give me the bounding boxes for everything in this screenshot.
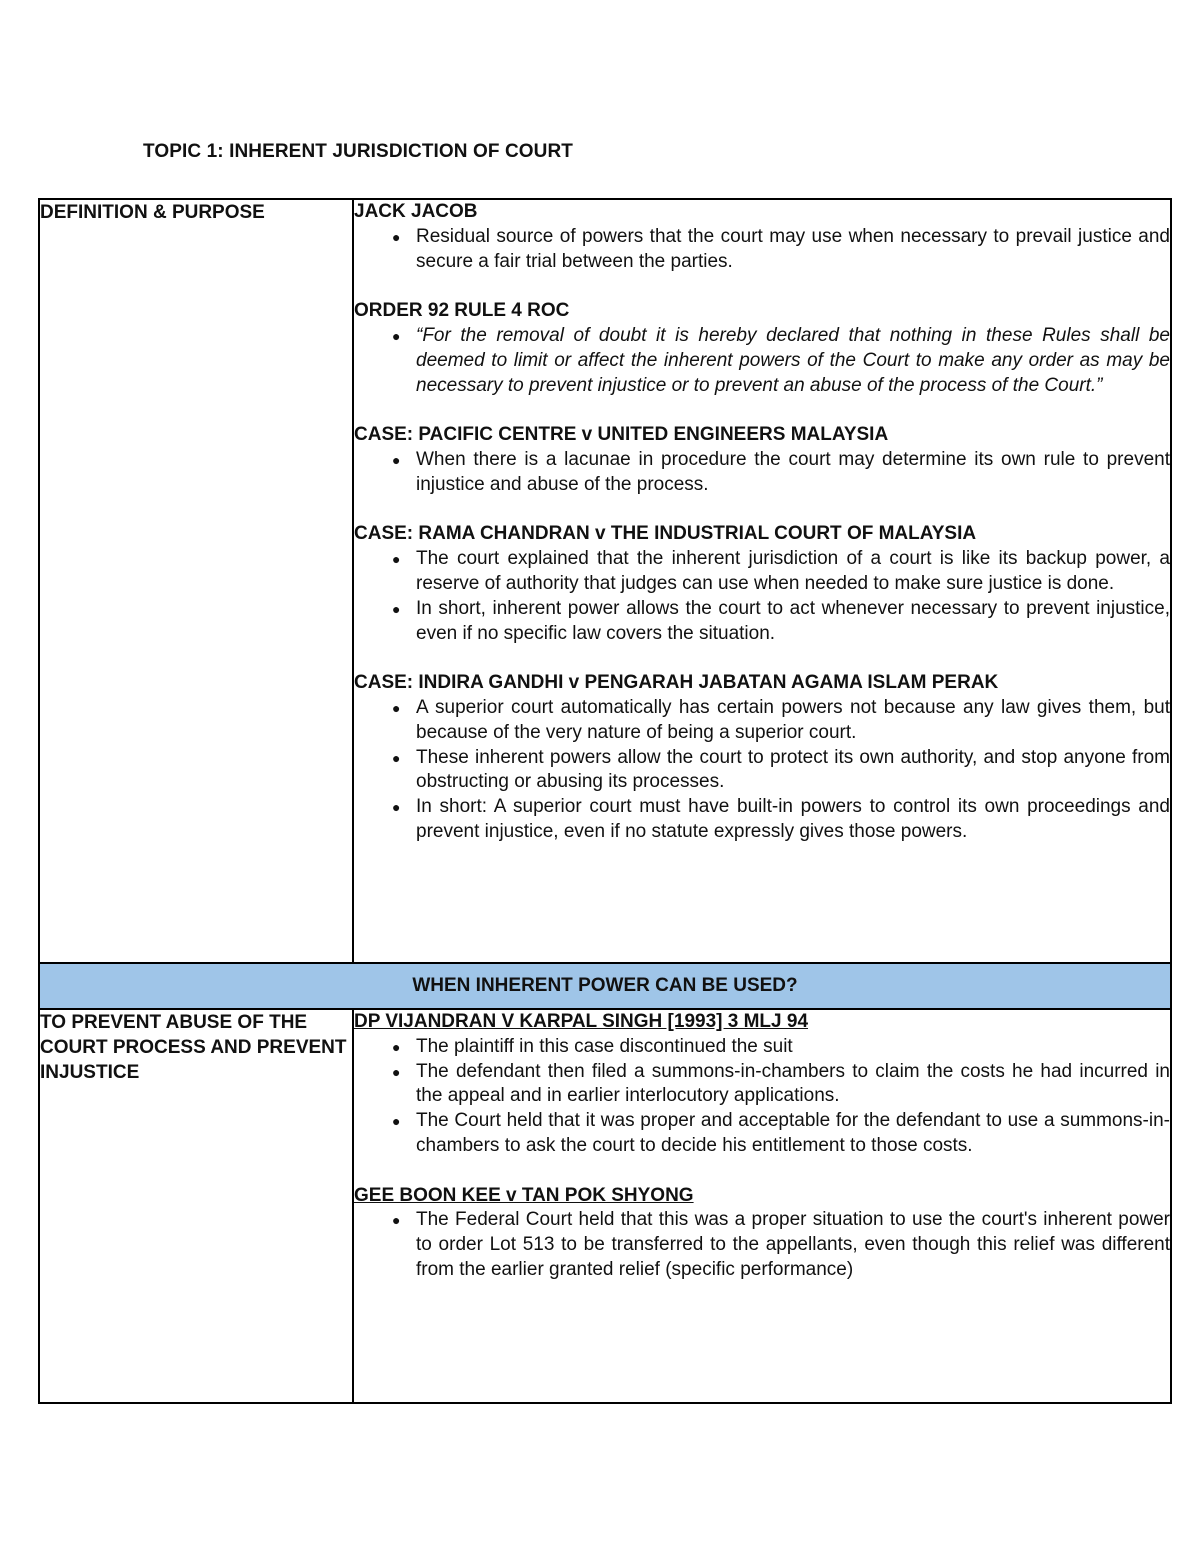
section-pacific-centre: [354, 423, 1170, 497]
list-item: [354, 696, 1170, 746]
usage-label: TO PREVENT ABUSE OF THE COURT PROCESS AND PREVENT INJUSTICE: [39, 1009, 353, 1403]
list-item-text: The plaintiff in this case discontinued the suit: [416, 1035, 793, 1057]
list-item-text: In short: A superior court must have built-in powers to control its own proceedings and prevent injustice, even if no statute expressly gives those powers.: [416, 796, 1170, 842]
list-item-text: A superior court automatically has certain powers not because any law gives them, but because of the very nature of being a superior court.: [416, 696, 1170, 743]
bullet-icon: ●: [392, 799, 401, 816]
section-heading: CASE: PACIFIC CENTRE v UNITED ENGINEERS MALAYSIA: [354, 424, 889, 446]
page-title: TOPIC 1: INHERENT JURISDICTION OF COURT: [143, 141, 574, 162]
section-rama-chandran: [354, 522, 1170, 646]
bullet-icon: ●: [392, 1212, 401, 1229]
list-item-text: The defendant then filed a summons-in-chambers to claim the costs he had incurred in the appeal and in earlier interlocutory applications.: [416, 1060, 1170, 1107]
bullet-icon: ●: [392, 327, 401, 344]
section-gee-boon-kee: [354, 1184, 1170, 1283]
list-item: [354, 597, 1170, 647]
section-dp-vijandran: [354, 1010, 1170, 1159]
list-item-text: Residual source of powers that the court may use when necessary to prevail justice and secure a fair trial between the parties.: [416, 225, 1170, 272]
definition-row: [39, 199, 1171, 963]
section-heading: ORDER 92 RULE 4 ROC: [354, 300, 570, 322]
bullet-icon: ●: [392, 1063, 401, 1080]
bullet-icon: ●: [392, 1113, 401, 1130]
bullet-icon: ●: [392, 551, 401, 568]
list-item-text: The Court held that it was proper and acceptable for the defendant to use a summons-in-chambers to ask the court to decide his entitlement to those costs.: [416, 1110, 1170, 1156]
section-heading: CASE: RAMA CHANDRAN v THE INDUSTRIAL COURT OF MALAYSIA: [354, 523, 977, 545]
list-item: [354, 225, 1170, 275]
list-item-text: When there is a lacunae in procedure the court may determine its own rule to prevent injustice and abuse of the process.: [416, 448, 1170, 495]
list-item-text: The court explained that the inherent jurisdiction of a court is like its backup power, a reserve of authority that judges can use when needed to make sure justice is done.: [416, 548, 1170, 594]
list-item: [354, 746, 1170, 796]
section-order-92: [354, 299, 1170, 398]
section-heading: JACK JACOB: [354, 201, 478, 222]
notes-table: [38, 198, 1172, 1404]
bullet-icon: ●: [392, 600, 401, 617]
bullet-icon: ●: [392, 1038, 401, 1055]
bullet-icon: ●: [392, 228, 401, 245]
list-item-text: “For the removal of doubt it is hereby declared that nothing in these Rules shall be deemed to limit or affect the inherent powers of the Court to make any order as may be necessary to prevent injustice or to prevent an abuse of the process of the Court.”: [416, 324, 1170, 396]
list-item: [354, 547, 1170, 597]
section-heading: CASE: INDIRA GANDHI v PENGARAH JABATAN AGAMA ISLAM PERAK: [354, 672, 999, 694]
list-item: [354, 448, 1170, 498]
list-item-text: In short, inherent power allows the court to act whenever necessary to prevent injustice, even if no specific law covers the situation.: [416, 597, 1170, 644]
list-item: [354, 795, 1170, 845]
section-indira-gandhi: [354, 671, 1170, 845]
list-item-text: The Federal Court held that this was a proper situation to use the court's inherent power to order Lot 513 to be transferred to the appellants, even though this relief was different from the earlier granted relief (specific performance): [416, 1209, 1170, 1280]
section-heading: DP VIJANDRAN V KARPAL SINGH [1993] 3 MLJ 94: [354, 1011, 809, 1032]
definition-content: [353, 199, 1171, 963]
bullet-icon: ●: [392, 451, 401, 468]
section-banner: WHEN INHERENT POWER CAN BE USED?: [39, 963, 1171, 1009]
usage-content: [353, 1009, 1171, 1403]
list-item-text: These inherent powers allow the court to protect its own authority, and stop anyone from obstructing or abusing its processes.: [416, 746, 1170, 793]
section-heading: GEE BOON KEE v TAN POK SHYONG: [354, 1184, 694, 1206]
list-item: [354, 1035, 1170, 1060]
bullet-icon: ●: [392, 699, 401, 716]
banner-row: [39, 963, 1171, 1009]
list-item: [354, 1109, 1170, 1159]
usage-row: [39, 1009, 1171, 1403]
list-item: [354, 1060, 1170, 1110]
bullet-icon: ●: [392, 749, 401, 766]
list-item: [354, 324, 1170, 398]
list-item: [354, 1208, 1170, 1282]
section-jack-jacob: [354, 200, 1170, 274]
definition-label: DEFINITION & PURPOSE: [39, 199, 353, 963]
